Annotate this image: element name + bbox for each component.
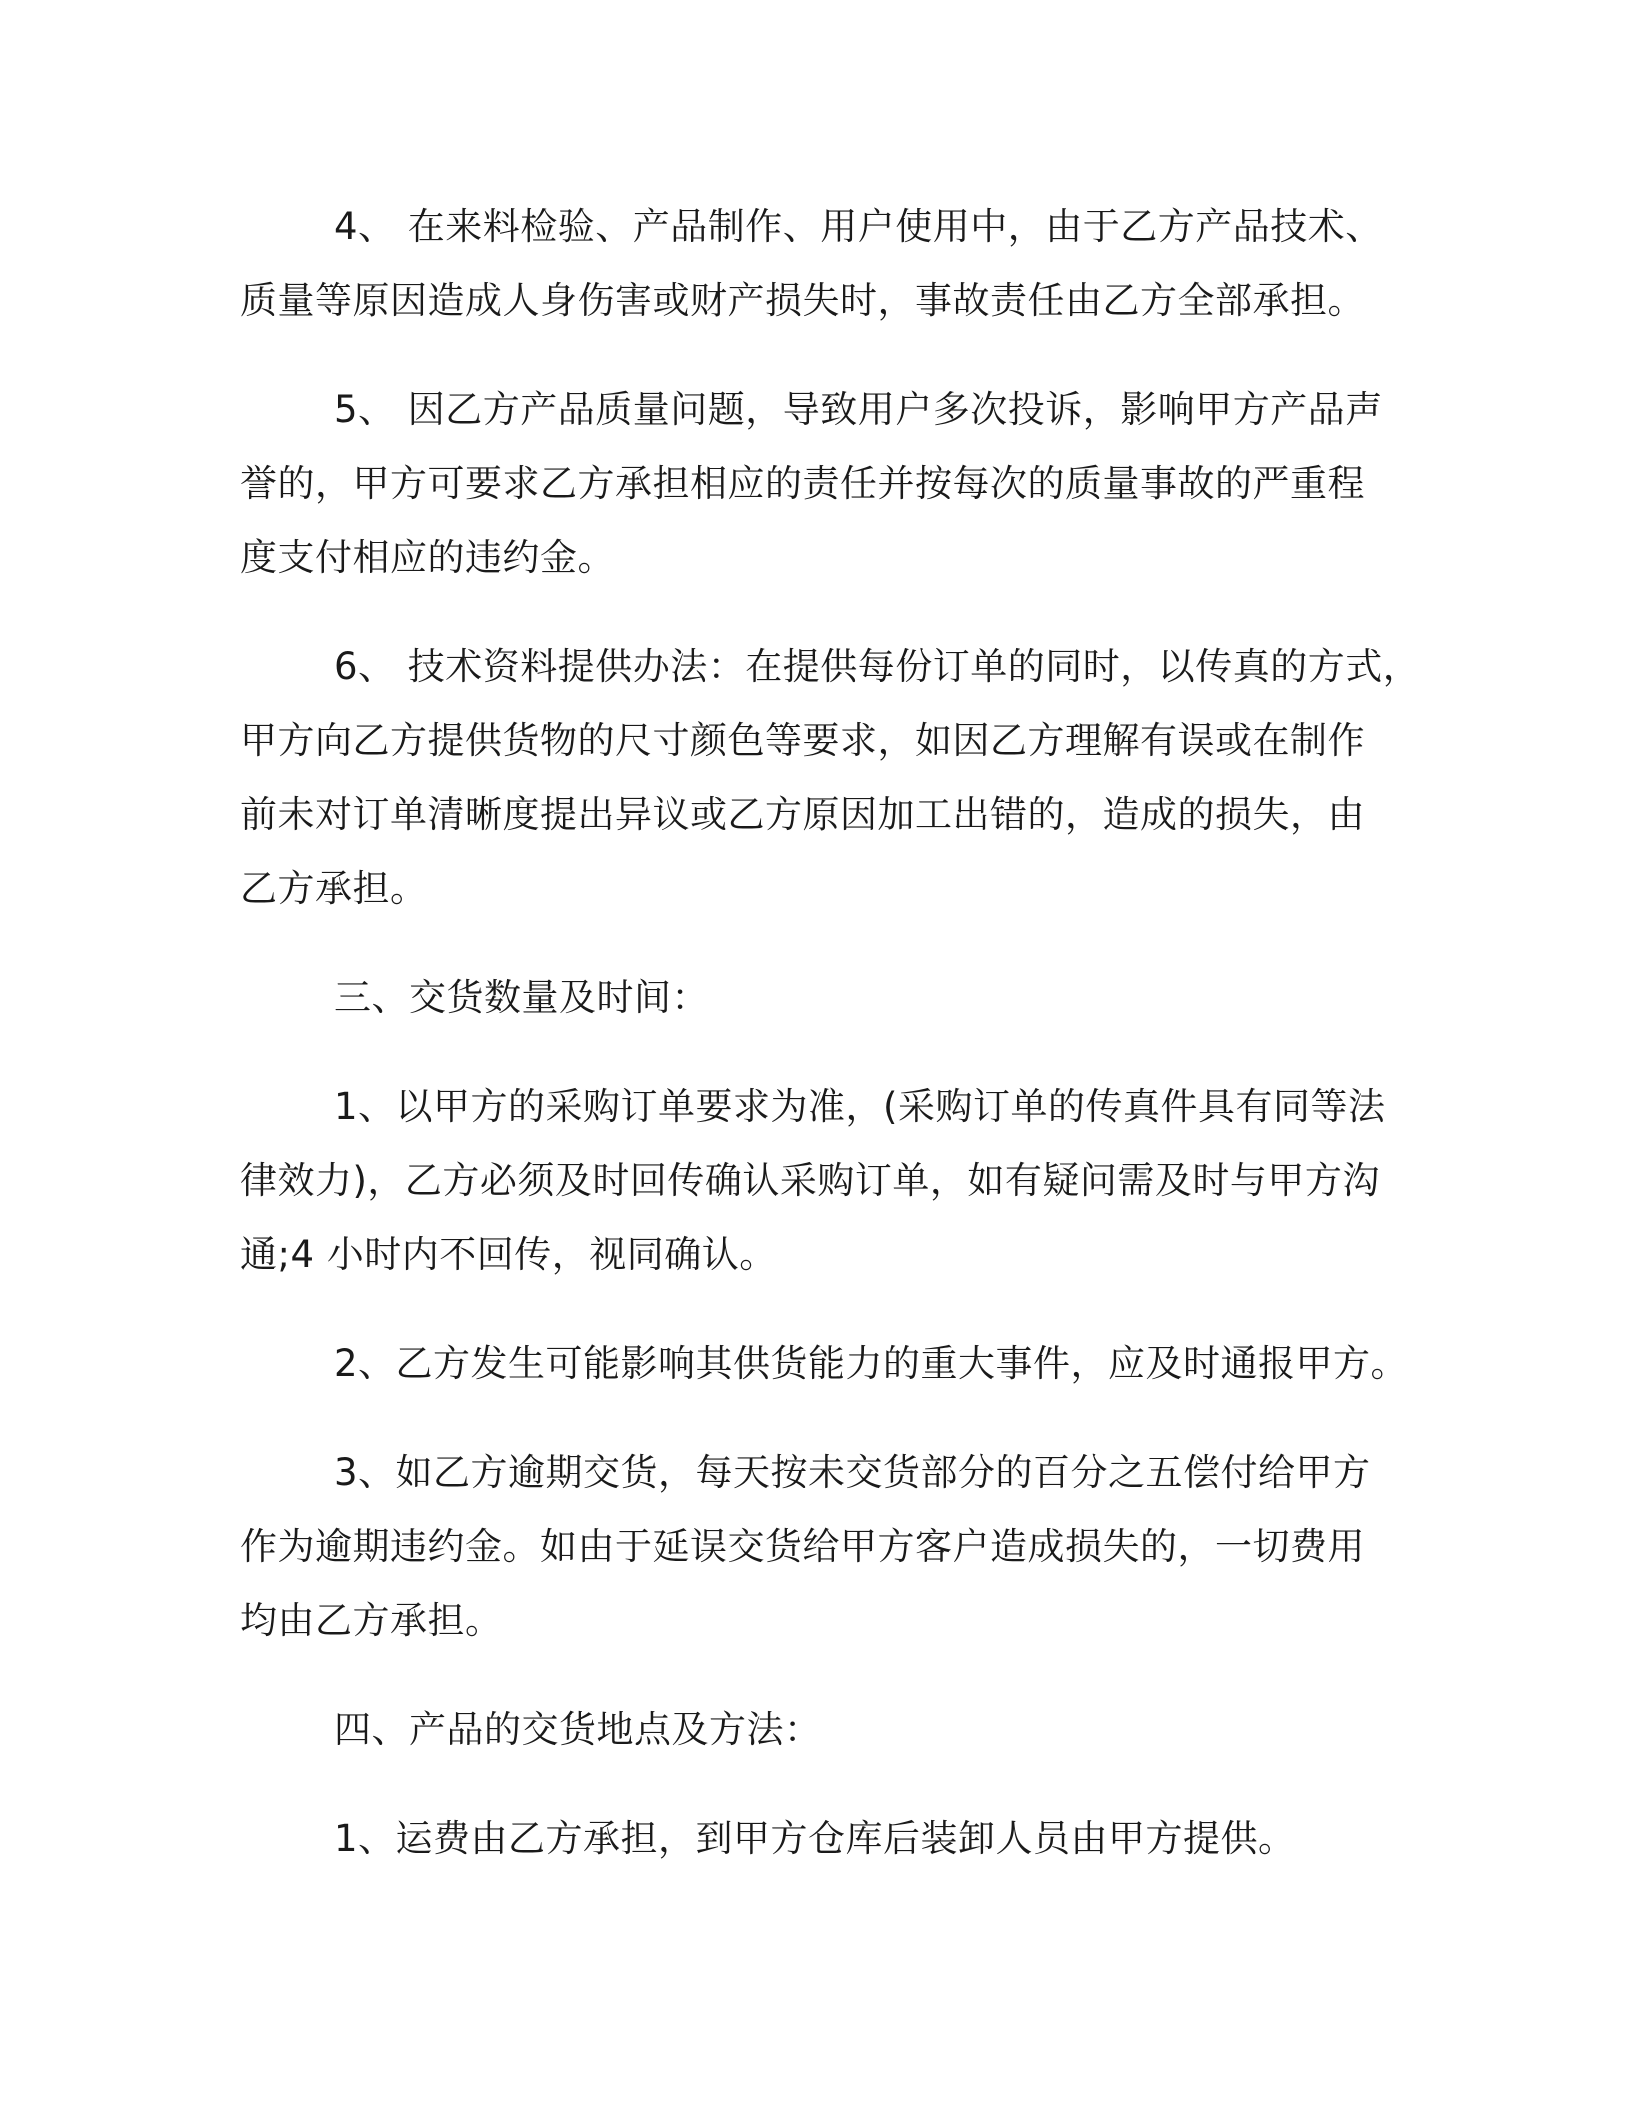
section-heading-4 (240, 1693, 1432, 1767)
text-line: 乙方承担。 (240, 867, 428, 910)
text-line: 1、以甲方的采购订单要求为准，(采购订单的传真件具有同等法 (334, 1085, 1386, 1128)
text-line: 甲方向乙方提供货物的尺寸颜色等要求，如因乙方理解有误或在制作 (240, 719, 1365, 762)
section-heading-3 (240, 961, 1432, 1035)
text-line: 3、如乙方逾期交货，每天按未交货部分的百分之五偿付给甲方 (334, 1451, 1371, 1494)
heading-line: 四、产品的交货地点及方法： (334, 1708, 822, 1751)
text-line: 6、 技术资料提供办法：在提供每份订单的同时，以传真的方式， (334, 645, 1421, 688)
clause-6 (240, 630, 1432, 926)
text-line: 2、乙方发生可能影响其供货能力的重大事件，应及时通报甲方。 (334, 1342, 1409, 1385)
text-line: 律效力)，乙方必须及时回传确认采购订单，如有疑问需及时与甲方沟 (240, 1159, 1380, 1202)
text-line: 质量等原因造成人身伤害或财产损失时，事故责任由乙方全部承担。 (240, 279, 1365, 322)
text-line: 1、运费由乙方承担，到甲方仓库后装卸人员由甲方提供。 (334, 1817, 1296, 1860)
heading-line: 三、交货数量及时间： (334, 976, 709, 1019)
clause-5 (240, 373, 1432, 595)
clause-3-2 (240, 1327, 1432, 1401)
text-line: 4、 在来料检验、产品制作、用户使用中，由于乙方产品技术、 (334, 205, 1383, 248)
clause-4-1 (240, 1802, 1432, 1876)
text-line: 5、 因乙方产品质量问题，导致用户多次投诉，影响甲方产品声 (334, 388, 1383, 431)
text-line: 度支付相应的违约金。 (240, 536, 615, 579)
text-line: 均由乙方承担。 (240, 1599, 503, 1642)
clause-3-3 (240, 1436, 1432, 1658)
text-line: 作为逾期违约金。如由于延误交货给甲方客户造成损失的，一切费用 (240, 1525, 1365, 1568)
text-line: 誉的，甲方可要求乙方承担相应的责任并按每次的质量事故的严重程 (240, 462, 1365, 505)
text-line: 前未对订单清晰度提出异议或乙方原因加工出错的，造成的损失，由 (240, 793, 1365, 836)
text-line: 通;4 小时内不回传，视同确认。 (240, 1233, 777, 1276)
clause-4 (240, 190, 1432, 338)
clause-3-1 (240, 1070, 1432, 1292)
